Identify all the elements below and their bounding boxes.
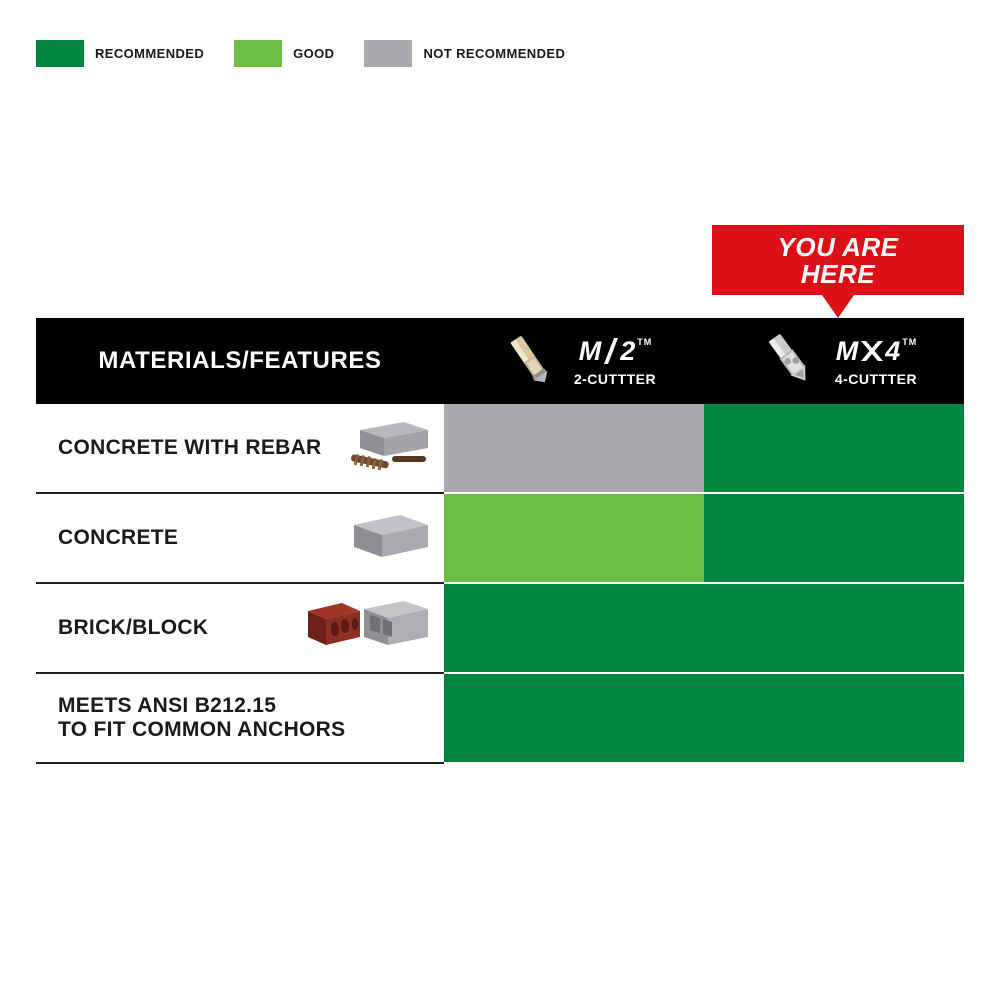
rating-cell-mx4 [704, 673, 964, 763]
legend-label-recommended: RECOMMENDED [95, 46, 205, 61]
row-label-cell [36, 404, 444, 493]
header-product-mx4 [704, 318, 964, 404]
logo-mx4-left: M [835, 335, 860, 366]
legend-swatch-good [234, 40, 282, 67]
rating-fill-recommended [704, 674, 964, 762]
legend [36, 40, 595, 67]
legend-swatch-recommended [36, 40, 84, 67]
label-4-cutter: 4-CUTTTER [834, 370, 918, 387]
rating-cell-m2 [444, 583, 704, 673]
legend-label-good: GOOD [293, 46, 335, 61]
callout-line-2: HERE [800, 258, 876, 289]
table-header-row [36, 318, 964, 404]
rating-fill-recommended [444, 674, 704, 762]
concrete-rebar-icon [340, 416, 432, 481]
you-are-here-callout [712, 225, 964, 295]
logo-m2-right: 2 [620, 335, 637, 366]
rating-fill-recommended [704, 584, 964, 672]
logo-mx4-right: 4 [885, 335, 902, 366]
header-product-m2 [444, 318, 704, 404]
legend-item-not-recommended [364, 40, 565, 67]
rating-cell-mx4 [704, 404, 964, 493]
legend-swatch-not-recommended [364, 40, 412, 67]
rating-cell-m2 [444, 493, 704, 583]
material-label: CONCRETE [58, 526, 179, 550]
table-row [36, 673, 964, 763]
header-materials-features: MATERIALS/FEATURES [98, 347, 382, 374]
row-label-cell [36, 673, 444, 763]
brick-and-block-icon [302, 595, 432, 662]
rating-cell-m2 [444, 404, 704, 493]
material-label-line1: MEETS ANSI B212.15 [58, 694, 277, 718]
label-2-cutter: 2-CUTTTER [573, 370, 657, 387]
table-row [36, 583, 964, 673]
material-label [58, 694, 345, 741]
logo-m2-left: M [578, 335, 603, 366]
drill-bit-2-cutter-icon [492, 328, 570, 395]
callout-pointer-icon [822, 295, 854, 318]
concrete-block-icon [340, 507, 432, 570]
rating-cell-mx4 [704, 583, 964, 673]
logo-x-icon [861, 339, 883, 363]
material-label: BRICK/BLOCK [58, 616, 209, 640]
logo-slash-icon [603, 336, 619, 366]
row-label-cell [36, 493, 444, 583]
table-row [36, 493, 964, 583]
logo-m2-tm: TM [637, 337, 653, 347]
logo-mx4 [836, 336, 917, 367]
row-label-cell [36, 583, 444, 673]
logo-m2 [579, 336, 652, 367]
rating-fill-recommended [444, 584, 704, 672]
legend-item-recommended [36, 40, 204, 67]
logo-mx4-tm: TM [902, 337, 918, 347]
rating-fill-good [444, 494, 704, 582]
material-label-line2: TO FIT COMMON ANCHORS [58, 718, 346, 741]
materials-comparison-table [36, 318, 964, 764]
legend-item-good [234, 40, 334, 67]
rating-cell-mx4 [704, 493, 964, 583]
rating-cell-m2 [444, 673, 704, 763]
drill-bit-4-cutter-icon [751, 328, 831, 395]
material-label: CONCRETE WITH REBAR [58, 436, 322, 460]
rating-fill-not-recommended [444, 404, 704, 492]
table-row [36, 404, 964, 493]
callout-line-1: YOU ARE [777, 232, 899, 262]
rating-fill-recommended [704, 494, 964, 582]
legend-label-not-recommended: NOT RECOMMENDED [423, 46, 566, 61]
rating-fill-recommended [704, 404, 964, 492]
